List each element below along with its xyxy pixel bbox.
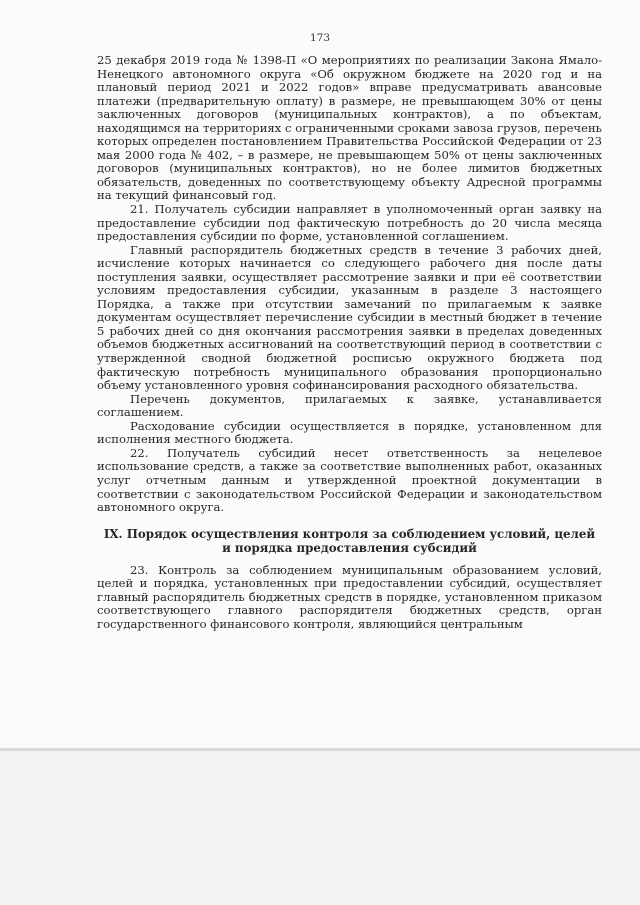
paragraph-review-and-transfer: Главный распорядитель бюджетных средств в течение 3 рабочих дней, исчисление которых начинается со следующего рабочего дня после даты поступления заявки, осуществляет рассмотрение заявки и при её соответствии условиям предоставления субсидии, указанным в разделе 3 настоящего Порядка, а также при отсутствии замечаний по прилагаемым к заявке документам осуществляет перечисление субсидии в местный бюджет в течение 5 рабочих дней со дня окончания рассмотрения заявки в пределах доведенных объемов бюджетных ассигнований на соответствующий период в соответствии с утвержденной сводной бюджетной росписью окружного бюджета под фактическую потребность муниципального образования пропорционально объему установленного уровня софинансирования расходного обязательства. [97, 242, 602, 393]
document-body [97, 54, 602, 631]
page-number: 173 [309, 32, 331, 44]
paragraph-spending-order: Расходование субсидии осуществляется в порядке, установленном для исполнения местного бюджета. [97, 418, 602, 447]
paragraph-21-application: 21. Получатель субсидии направляет в уполномоченный орган заявку на предоставление субсидии под фактическую потребность до 20 числа месяца предоставления субсидии по форме, установленной соглашением. [97, 202, 602, 244]
paragraph-documents-list: Перечень документов, прилагаемых к заявке, устанавливается соглашением. [97, 391, 602, 420]
paragraph-22-responsibility: 22. Получатель субсидий несет ответственность за нецелевое использование средств, а также за соответствие выполненных работ, оказанных услуг отчетным данным и утвержденной проектной документации в соответствии с законодательством Российской Федерации и законодательством автономного округа. [97, 445, 602, 515]
paragraph-decree-continuation: 25 декабря 2019 года № 1398-П «О мероприятиях по реализации Закона Ямало-Ненецкого автономного округа «Об окружном бюджете на 2020 год и на плановый период 2021 и 2022 годов» вправе предусматривать авансовые платежи (предварительную оплату) в размере, не превышающем 30% от цены заключенных договоров (муниципальных контрактов), а по объектам, находящимся на территориях с ограниченными сроками завоза грузов, перечень которых определен постановлением Правительства Российской Федерации от 23 мая 2000 года № 402, – в размере, не превышающем 50% от цены заключенных договоров (муниципальных контрактов), но не более лимитов бюджетных обязательств, доведенных по соответствующему объекту Адресной программы на текущий финансовый год. [97, 53, 602, 203]
section-heading: IX. Порядок осуществления контроля за соблюдением условий, целей и порядка предоставления субсидий [103, 526, 596, 555]
page-bottom-edge [0, 748, 640, 751]
paragraph-23-control: 23. Контроль за соблюдением муниципальным образованием условий, целей и порядка, установленных при предоставлении субсидий, осуществляет главный распорядитель бюджетных средств в порядке, установленном приказом соответствующего главного распорядителя бюджетных средств, орган государственного финансового контроля, являющийся центральным [97, 562, 602, 631]
